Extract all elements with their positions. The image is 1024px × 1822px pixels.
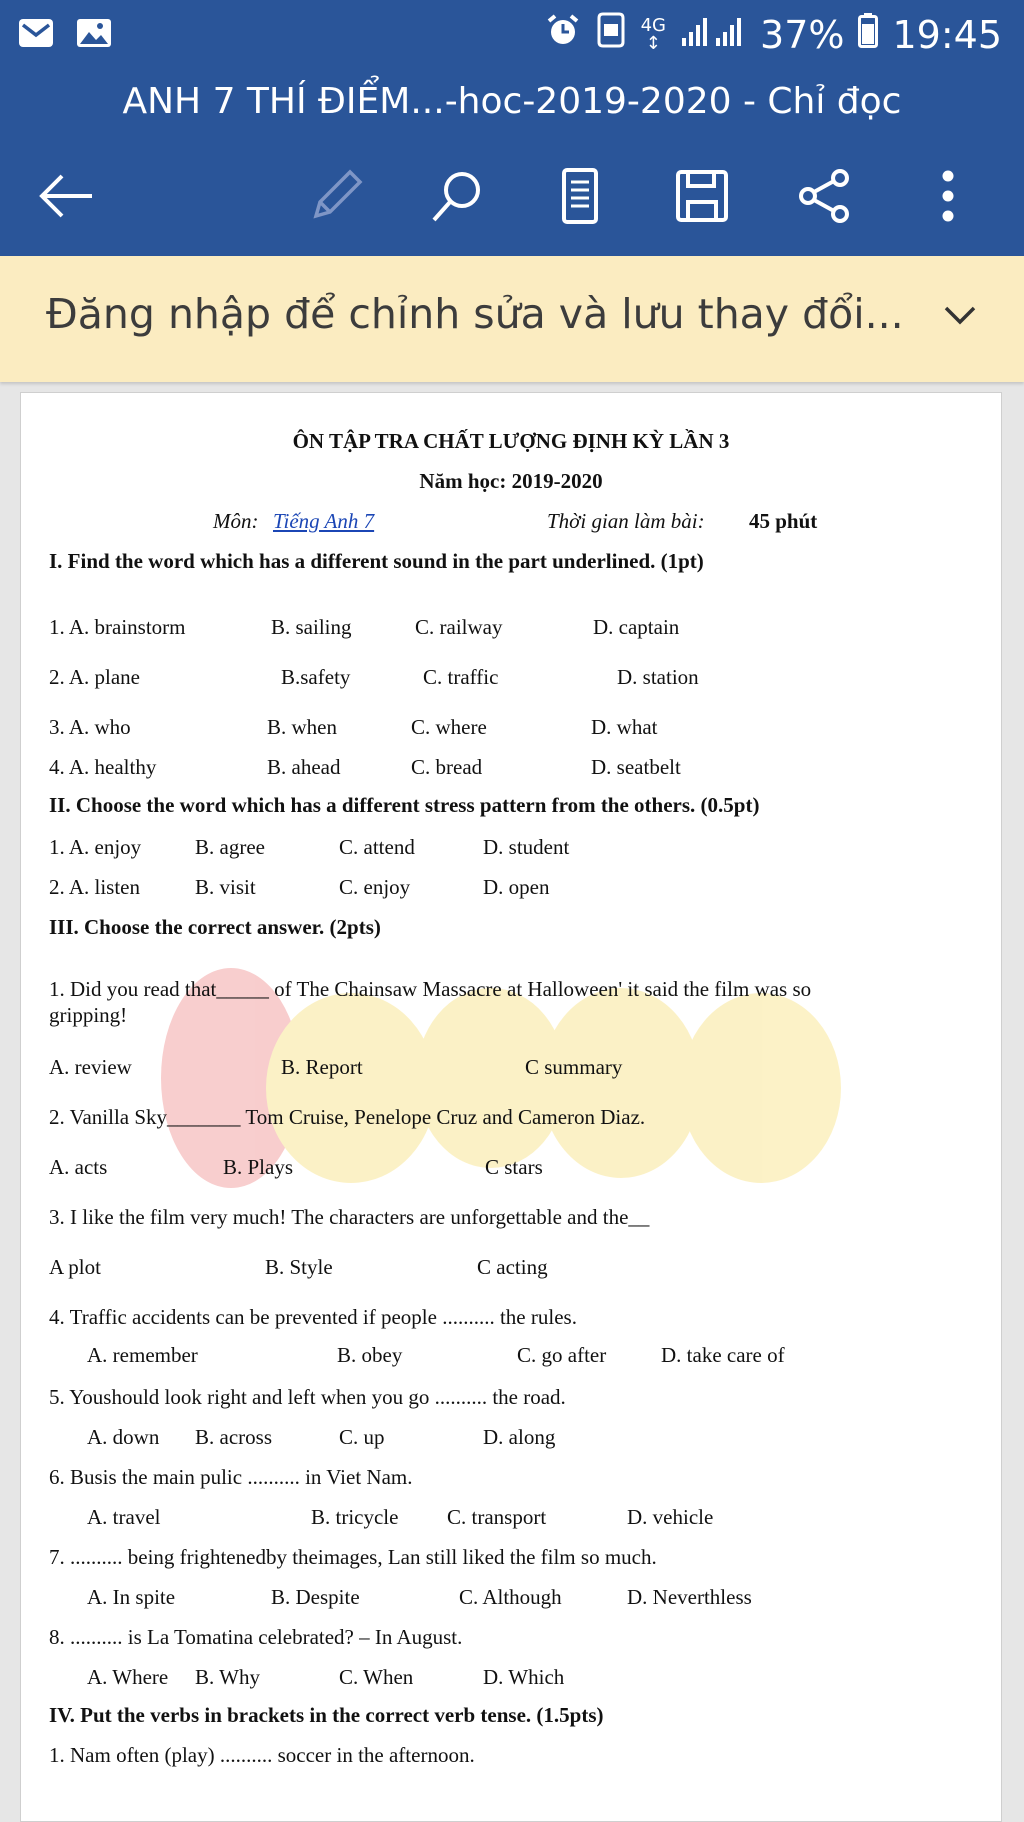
s3-q1-b: B. Report <box>281 1055 363 1079</box>
s3-q3-a: A plot <box>49 1255 101 1279</box>
s1-q1-c: C. railway <box>415 615 503 639</box>
s3-q8-a: A. Where <box>87 1665 169 1689</box>
document-page[interactable] <box>20 392 1002 1822</box>
s3-q4-c: C. go after <box>517 1343 607 1367</box>
s3-q5-d: D. along <box>483 1425 556 1449</box>
s1-q3-d: D. what <box>591 715 658 739</box>
s3-q2-b: B. Plays <box>223 1155 294 1179</box>
section-2-heading: II. Choose the word which has a different stress pattern from the others. (0.5pt) <box>49 793 760 817</box>
s1-q1-d: D. captain <box>593 615 680 639</box>
s1-q1-b: B. sailing <box>271 615 352 639</box>
s3-q3-c: C acting <box>477 1255 548 1279</box>
section-3-heading: III. Choose the correct answer. (2pts) <box>49 915 381 939</box>
s3-q7-d: D. Neverthless <box>627 1585 752 1609</box>
s3-q4-b: B. obey <box>337 1343 403 1367</box>
s3-q1-a: A. review <box>49 1055 132 1079</box>
section-4-heading: IV. Put the verbs in brackets in the correct verb tense. (1.5pts) <box>49 1703 604 1727</box>
s3-q1-c: C summary <box>525 1055 623 1079</box>
sign-in-banner[interactable] <box>0 256 1024 382</box>
s1-q2-d: D. station <box>617 665 699 689</box>
battery-icon <box>858 12 878 57</box>
s1-q2-a: 2. A. plane <box>49 665 140 689</box>
s3-q4-d: D. take care of <box>661 1343 785 1367</box>
alarm-icon <box>545 12 581 57</box>
s3-q2-a: A. acts <box>49 1155 108 1179</box>
s3-q8-text: 8. .......... is La Tomatina celebrated? – In August. <box>49 1625 463 1649</box>
clock: 19:45 <box>892 12 1002 57</box>
save-icon <box>674 168 730 224</box>
s4-q1-text: 1. Nam often (play) .......... soccer in the afternoon. <box>49 1743 475 1767</box>
s3-q7-c: C. Although <box>459 1585 562 1609</box>
image-notification-icon <box>76 18 112 52</box>
s3-q8-b: B. Why <box>195 1665 260 1689</box>
s2-q2-a: 2. A. listen <box>49 875 141 899</box>
s2-q2-b: B. visit <box>195 875 256 899</box>
signal-icon <box>680 13 746 57</box>
s2-q2-d: D. open <box>483 875 550 899</box>
time-value: 45 phút <box>749 509 818 533</box>
s3-q8-d: D. Which <box>483 1665 565 1689</box>
s2-q1-b: B. agree <box>195 835 265 859</box>
s3-q3-b: B. Style <box>265 1255 333 1279</box>
s3-q3-text: 3. I like the film very much! The characters are unforgettable and the__ <box>49 1205 650 1229</box>
back-arrow-icon <box>36 171 96 221</box>
s3-q5-a: A. down <box>87 1425 160 1449</box>
s3-q6-d: D. vehicle <box>627 1505 714 1529</box>
s3-q5-text: 5. Youshould look right and left when you go .......... the road. <box>49 1385 566 1409</box>
subject-link[interactable]: Tiếng Anh 7 <box>273 509 375 533</box>
s3-q6-a: A. travel <box>87 1505 161 1529</box>
time-label: Thời gian làm bài: <box>547 509 705 533</box>
reading-view-button[interactable] <box>544 160 616 232</box>
s2-q1-d: D. student <box>483 835 570 859</box>
s3-q4-a: A. remember <box>87 1343 198 1367</box>
search-icon <box>428 166 488 226</box>
s3-q6-c: C. transport <box>447 1505 547 1529</box>
network-type-indicator: 4G ↕ <box>640 14 667 54</box>
s1-q3-b: B. when <box>267 715 337 739</box>
s1-q2-c: C. traffic <box>423 665 499 689</box>
find-button[interactable] <box>422 160 494 232</box>
s3-q7-text: 7. .......... being frightenedby theimages, Lan still liked the film so much. <box>49 1545 657 1569</box>
s3-q1-text: 1. Did you read that_____ of The Chainsaw Massacre at Halloween' it said the film was so <box>49 977 812 1001</box>
section-1-heading: I. Find the word which has a different sound in the part underlined. (1pt) <box>49 549 704 573</box>
more-icon <box>938 166 958 226</box>
s1-q2-b: B.safety <box>281 665 351 689</box>
subject-label: Môn: <box>213 509 259 533</box>
doc-heading: ÔN TẬP TRA CHẤT LƯỢNG ĐỊNH KỲ LẦN 3 <box>292 429 730 453</box>
save-button[interactable] <box>666 160 738 232</box>
s1-q4-c: C. bread <box>411 755 483 779</box>
s1-q4-a: 4. A. healthy <box>49 755 157 779</box>
s3-q8-c: C. When <box>339 1665 414 1689</box>
battery-percent: 37% <box>760 12 845 57</box>
s3-q6-b: B. tricycle <box>311 1505 399 1529</box>
share-icon <box>796 168 852 224</box>
document-title: ANH 7 THÍ ĐIỂM...-hoc-2019-2020 - Chỉ đọc <box>0 72 1024 134</box>
s3-q2-c: C stars <box>485 1155 543 1179</box>
mail-notification-icon <box>18 18 54 52</box>
status-bar <box>0 0 1024 72</box>
hd-voice-icon <box>595 12 627 57</box>
sign-in-message: Đăng nhập để chỉnh sửa và lưu thay đổi... <box>46 290 904 338</box>
s3-q7-b: B. Despite <box>271 1585 360 1609</box>
more-options-button[interactable] <box>912 160 984 232</box>
toolbar <box>0 134 1024 256</box>
s3-q4-text: 4. Traffic accidents can be prevented if people .......... the rules. <box>49 1305 577 1329</box>
s3-q7-a: A. In spite <box>87 1585 176 1609</box>
doc-school-year: Năm học: 2019-2020 <box>419 469 603 493</box>
pencil-icon <box>306 166 366 226</box>
s3-q5-c: C. up <box>339 1425 385 1449</box>
s3-q5-b: B. across <box>195 1425 272 1449</box>
back-button[interactable] <box>30 160 102 232</box>
s1-q3-c: C. where <box>411 715 487 739</box>
s1-q4-d: D. seatbelt <box>591 755 681 779</box>
s1-q1-a: 1. A. brainstorm <box>49 615 186 639</box>
reading-view-icon <box>558 166 602 226</box>
s3-q1-text-cont: gripping! <box>49 1003 128 1027</box>
s3-q2-text: 2. Vanilla Sky_______ Tom Cruise, Penelope Cruz and Cameron Diaz. <box>49 1105 646 1129</box>
s1-q3-a: 3. A. who <box>49 715 131 739</box>
s2-q1-a: 1. A. enjoy <box>49 835 142 859</box>
chevron-down-icon[interactable] <box>942 300 978 334</box>
edit-button[interactable] <box>300 160 372 232</box>
s1-q4-b: B. ahead <box>267 755 341 779</box>
s3-q6-text: 6. Busis the main pulic .......... in Viet Nam. <box>49 1465 413 1489</box>
s2-q1-c: C. attend <box>339 835 415 859</box>
s2-q2-c: C. enjoy <box>339 875 411 899</box>
share-button[interactable] <box>788 160 860 232</box>
